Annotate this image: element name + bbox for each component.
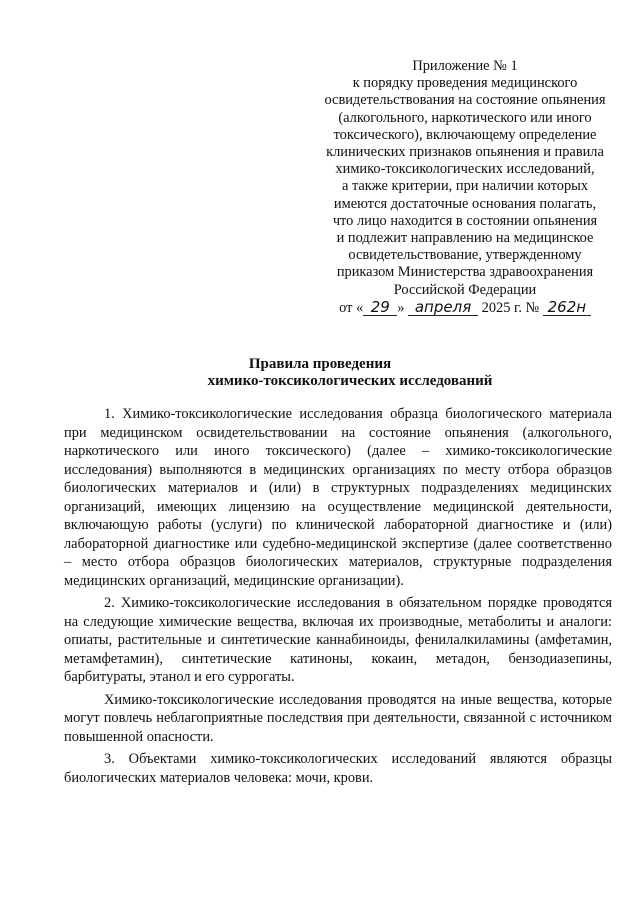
- handwritten-month: апреля: [408, 300, 478, 316]
- appendix-line: химико-токсикологических исследований,: [335, 161, 595, 178]
- title-line-1: Правила проведения: [248, 356, 392, 372]
- appendix-line: к порядку проведения медицинского: [352, 75, 578, 92]
- document-body: [64, 405, 612, 791]
- appendix-line: Российской Федерации: [393, 281, 537, 298]
- date-mid: »: [397, 299, 405, 316]
- date-year: 2025 г. №: [481, 299, 540, 316]
- date-prefix: от «: [339, 299, 364, 316]
- handwritten-day: 29: [363, 300, 397, 316]
- appendix-line: Приложение № 1: [412, 58, 518, 74]
- appendix-line: токсического), включающему определение: [333, 126, 597, 143]
- document-title: [0, 356, 640, 390]
- appendix-line: (алкогольного, наркотического или иного: [338, 109, 592, 126]
- appendix-line: освидетельствование, утвержденному: [348, 247, 582, 264]
- appendix-header: [300, 58, 630, 317]
- appendix-line: а также критерии, при наличии которых: [341, 178, 589, 195]
- order-date-line: [300, 297, 630, 317]
- paragraph-2-continued: Химико-токсикологические исследования проводятся на иные вещества, которые могут повлечь неблагоприятные последствия при деятельности, связанной с источником повышенной опасности.: [64, 691, 612, 745]
- appendix-line: освидетельствования на состояние опьянения: [324, 92, 606, 109]
- paragraph-3: 3. Объектами химико-токсикологических исследований являются образцы биологических материалов человека: мочи, крови.: [64, 751, 612, 786]
- appendix-line: имеются достаточные основания полагать,: [333, 195, 597, 212]
- appendix-line: и подлежит направлению на медицинское: [336, 230, 594, 247]
- appendix-line: что лицо находится в состоянии опьянения: [332, 212, 598, 229]
- appendix-line: клинических признаков опьянения и правила: [326, 144, 604, 161]
- appendix-line: приказом Министерства здравоохранения: [336, 264, 594, 281]
- paragraph-2: 2. Химико-токсикологические исследования в обязательном порядке проводятся на следующие химические вещества, включая их производные, метаболиты и аналоги: опиаты, растительные и синтетические каннабиноиды, фенилалкиламины (амфетамин, метамфетамин), синтетические катиноны, кокаин, метадон, бензодиазепины, барбитураты, этанол и его суррогаты.: [64, 595, 612, 685]
- handwritten-order-number: 262н: [543, 300, 591, 316]
- paragraph-1: 1. Химико-токсикологические исследования образца биологического материала при медицинском освидетельствовании на состояние опьянения (алкогольного, наркотического или иного токсического) (далее – химико-токсикологические исследования) выполняются в медицинских организациях по месту отбора образцов биологических материалов и (или) в структурных подразделениях медицинских организаций, имеющих лицензию на осуществление медицинской деятельности, включающую работы (услуги) по клинической лабораторной диагностике и (или) лабораторной диагностике или судебно-медицинской экспертизе (далее соответственно – место отбора образцов биологических материалов, структурные подразделения медицинских организаций, медицинские организации).: [64, 406, 612, 589]
- title-line-2: химико-токсикологических исследований: [207, 373, 493, 389]
